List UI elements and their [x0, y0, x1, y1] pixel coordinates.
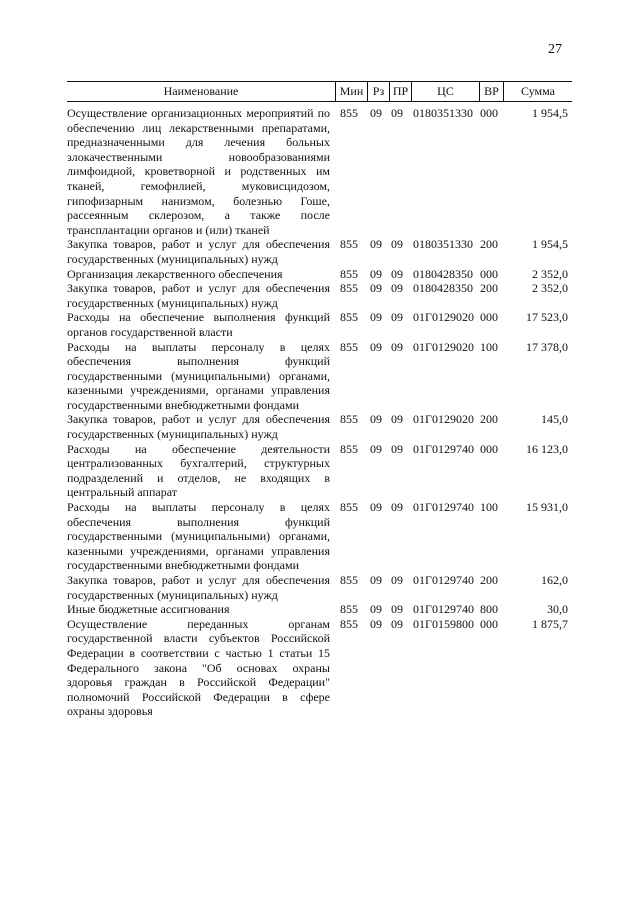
row-pr: 09: [391, 441, 403, 456]
table-row: [67, 237, 572, 266]
header-sum: Сумма: [503, 82, 572, 101]
row-min: 855: [340, 106, 358, 120]
row-rz: 09: [370, 500, 382, 515]
row-sum: 1 875,7: [532, 616, 568, 631]
row-cs: 01Г0129740: [413, 441, 474, 456]
row-name: Осуществление организационных мероприятий по обеспечению лиц лекарственными препаратами, предназначенными для лечения больных злокачественными новообразованиями лимфоидной, кроветворной и родственных им тканей, гемофилией, муковисцидозом, гипофизарным нанизмом, болезнью Гоше, рассеянным склерозом, а также после трансплантации органов и (или) тканей: [67, 106, 330, 237]
row-cs: 01Г0129740: [413, 573, 474, 587]
row-sum: 16 123,0: [526, 441, 568, 456]
table-row: [67, 267, 572, 282]
table-row: [67, 281, 572, 310]
table-row: [67, 412, 572, 441]
row-min: 855: [340, 266, 358, 281]
row-rz: 09: [370, 310, 382, 325]
row-pr: 09: [391, 573, 403, 587]
row-min: 855: [340, 500, 358, 515]
row-pr: 09: [391, 412, 403, 427]
row-rz: 09: [370, 281, 382, 296]
header-vr: ВР: [479, 82, 503, 101]
row-vr: 100: [480, 500, 498, 515]
row-rz: 09: [370, 237, 382, 252]
row-pr: 09: [391, 281, 403, 296]
header-name: Наименование: [163, 84, 239, 98]
table-row: [67, 573, 572, 602]
row-vr: 100: [480, 339, 498, 354]
row-vr: 800: [480, 602, 498, 617]
page-number: 27: [548, 42, 562, 57]
row-vr: 200: [480, 412, 498, 427]
row-min: 855: [340, 441, 358, 456]
row-rz: 09: [370, 412, 382, 427]
row-min: 855: [340, 573, 358, 587]
row-cs: 01Г0159800: [413, 616, 474, 631]
row-sum: 145,0: [541, 412, 568, 427]
row-vr: 000: [480, 616, 498, 631]
row-min: 855: [340, 339, 358, 354]
table-body: [67, 106, 572, 719]
row-cs: 01Г0129020: [413, 339, 474, 354]
table-row: [67, 602, 572, 617]
row-cs: 0180428350: [413, 266, 473, 281]
row-vr: 000: [480, 310, 498, 325]
row-vr: 200: [480, 573, 498, 587]
table-header: [67, 81, 572, 102]
row-vr: 000: [480, 441, 498, 456]
row-rz: 09: [370, 339, 382, 354]
row-pr: 09: [391, 616, 403, 631]
row-cs: 01Г0129020: [413, 412, 474, 427]
row-pr: 09: [391, 237, 403, 252]
row-cs: 0180351330: [413, 237, 473, 252]
row-cs: 01Г0129740: [413, 500, 474, 515]
row-name: Закупка товаров, работ и услуг для обеспечения государственных (муниципальных) нужд: [67, 412, 330, 442]
header-min: Мин: [335, 82, 367, 101]
row-vr: 000: [480, 106, 498, 120]
row-sum: 30,0: [547, 602, 568, 617]
row-cs: 01Г0129740: [413, 602, 474, 617]
row-pr: 09: [391, 339, 403, 354]
row-sum: 17 523,0: [526, 310, 568, 325]
row-vr: 200: [480, 281, 498, 296]
row-sum: 2 352,0: [532, 281, 568, 296]
row-pr: 09: [391, 266, 403, 281]
table-row: [67, 340, 572, 413]
row-name: Осуществление переданных органам государственной власти субъектов Российской Федерации в соответствии с частью 1 статьи 15 Федерального закона "Об основах охраны здоровья граждан в Российской Федерации" полномочий Российской Федерации в сфере охраны здоровья: [67, 616, 330, 719]
row-sum: 162,0: [541, 573, 568, 587]
row-name: Иные бюджетные ассигнования: [67, 602, 230, 617]
row-sum: 2 352,0: [532, 266, 568, 281]
row-name: Закупка товаров, работ и услуг для обеспечения государственных (муниципальных) нужд: [67, 573, 330, 602]
row-name: Закупка товаров, работ и услуг для обеспечения государственных (муниципальных) нужд: [67, 281, 330, 310]
row-rz: 09: [370, 441, 382, 456]
row-min: 855: [340, 412, 358, 427]
row-rz: 09: [370, 573, 382, 587]
row-rz: 09: [370, 616, 382, 631]
row-vr: 200: [480, 237, 498, 252]
header-rz: Рз: [367, 82, 389, 101]
row-min: 855: [340, 281, 358, 296]
row-min: 855: [340, 310, 358, 325]
row-pr: 09: [391, 310, 403, 325]
row-rz: 09: [370, 106, 382, 120]
table-row: [67, 310, 572, 339]
row-name: Организация лекарственного обеспечения: [67, 266, 283, 281]
row-sum: 15 931,0: [526, 500, 568, 515]
row-name: Расходы на обеспечение деятельности централизованных бухгалтерий, структурных подразделений и отделов, не входящих в центральный аппарат: [67, 441, 330, 500]
row-pr: 09: [391, 500, 403, 515]
row-cs: 0180351330: [413, 106, 473, 120]
row-name: Закупка товаров, работ и услуг для обеспечения государственных (муниципальных) нужд: [67, 237, 330, 266]
header-pr: ПР: [389, 82, 411, 101]
header-cs: ЦС: [411, 82, 479, 101]
row-rz: 09: [370, 266, 382, 281]
row-cs: 01Г0129020: [413, 310, 474, 325]
row-vr: 000: [480, 266, 498, 281]
table-row: [67, 106, 572, 237]
row-min: 855: [340, 602, 358, 617]
row-pr: 09: [391, 602, 403, 617]
row-name: Расходы на выплаты персоналу в целях обеспечения выполнения функций государственными (муниципальными) органами, казенными учреждениями, органами управления государственными внебюджетными фондами: [67, 500, 330, 573]
row-sum: 1 954,5: [532, 106, 568, 120]
table-row: [67, 500, 572, 573]
table-row: [67, 442, 572, 500]
row-sum: 1 954,5: [532, 237, 568, 252]
row-rz: 09: [370, 602, 382, 617]
row-sum: 17 378,0: [526, 339, 568, 354]
row-pr: 09: [391, 106, 403, 120]
row-name: Расходы на выплаты персоналу в целях обеспечения выполнения функций государственными (муниципальными) органами, казенными учреждениями, органами управления государственными внебюджетными фондами: [67, 339, 330, 412]
row-min: 855: [340, 237, 358, 252]
row-name: Расходы на обеспечение выполнения функций органов государственной власти: [67, 310, 330, 339]
row-min: 855: [340, 616, 358, 631]
table-row: [67, 617, 572, 719]
row-cs: 0180428350: [413, 281, 473, 296]
